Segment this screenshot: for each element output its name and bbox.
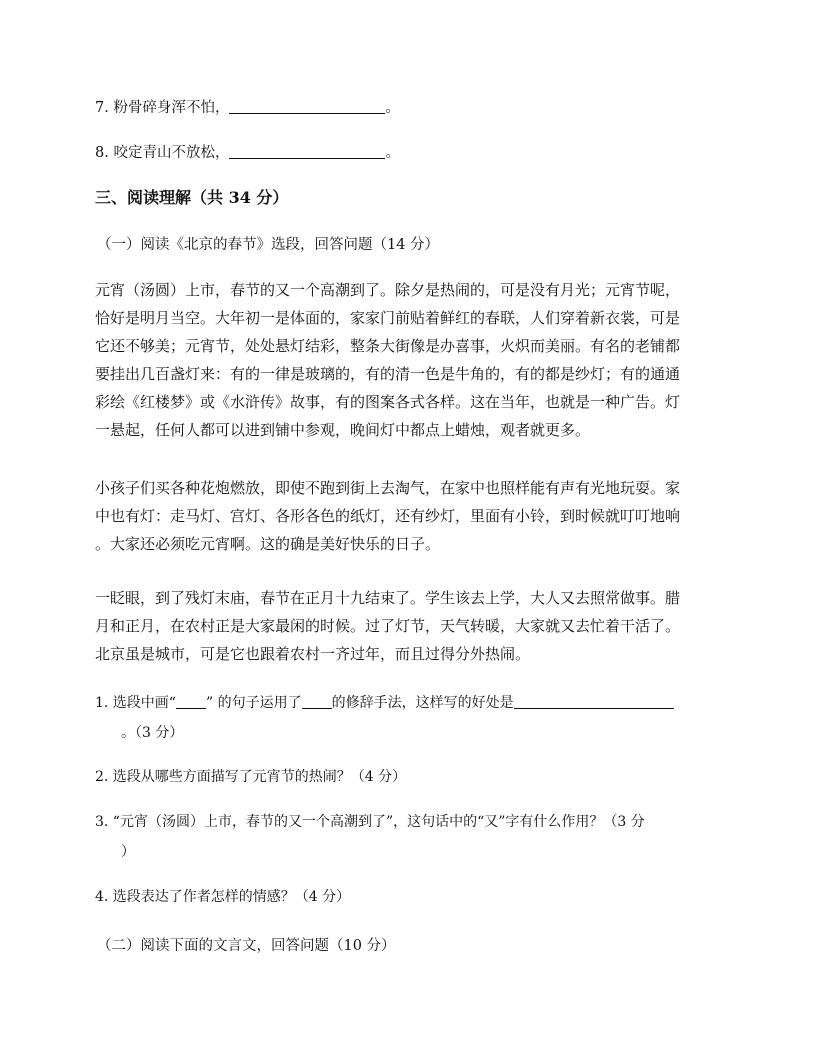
passage-paragraph-1 <box>95 276 720 444</box>
passage-line: 彩绘《红楼梦》或《水浒传》故事，有的图案各式各样。这在当年，也就是一种广告。灯 <box>95 393 681 411</box>
question-1-text: 1. 选段中画“ <box>95 695 176 711</box>
question-8-end: 。 <box>385 145 400 161</box>
passage-line: 北京虽是城市，可是它也跟着农村一齐过年，而且过得分外热闹。 <box>95 645 531 663</box>
part-2-heading: （二）阅读下面的文言文，回答问题（10 分） <box>97 938 396 954</box>
passage-line: 一悬起，任何人都可以进到铺中参观，晚间灯中都点上蜡烛，观者就更多。 <box>95 421 591 439</box>
passage-line: 元宵（汤圆）上市，春节的又一个高潮到了。除夕是热闹的，可是没有月光；元宵节呢， <box>95 281 681 299</box>
question-2: 2. 选段从哪些方面描写了元宵节的热闹？（4 分） <box>95 769 407 785</box>
passage-line: 一眨眼，到了残灯末庙，春节在正月十九结束了。学生该去上学，大人又去照常做事。腊 <box>95 589 681 607</box>
question-3 <box>95 807 720 867</box>
question-8-text: 8. 咬定青山不放松， <box>95 145 230 161</box>
passage-line: 。大家还必须吃元宵啊。这的确是美好快乐的日子。 <box>95 535 441 553</box>
passage-line: 恰好是明月当空。大年初一是体面的，家家门前贴着鲜红的春联，人们穿着新衣裳，可是 <box>95 309 681 327</box>
question-1-text: ” 的句子运用了 <box>205 695 302 711</box>
question-3-line-2: ） <box>121 844 135 860</box>
question-1 <box>95 688 720 748</box>
question-8 <box>95 141 400 162</box>
question-3-line-1: 3. “元宵（汤圆）上市，春节的又一个高潮到了”，这句话中的“又”字有什么作用？（3 分 <box>95 814 645 830</box>
passage-line: 它还不够美；元宵节，处处悬灯结彩，整条大街像是办喜事，火炽而美丽。有名的老铺都 <box>95 337 681 355</box>
answer-blank[interactable] <box>302 694 332 709</box>
question-7-end: 。 <box>385 100 400 116</box>
passage-paragraph-3 <box>95 584 720 668</box>
question-1-text: 的修辞手法，这样写的好处是 <box>331 695 514 711</box>
passage-line: 要挂出几百盏灯来：有的一律是玻璃的，有的清一色是牛角的，有的都是纱灯；有的通通 <box>95 365 681 383</box>
part-1-heading: （一）阅读《北京的春节》选段，回答问题（14 分） <box>97 237 440 253</box>
passage-paragraph-2 <box>95 474 720 558</box>
question-1-score: 。（3 分） <box>121 725 184 741</box>
answer-blank[interactable] <box>514 694 674 709</box>
question-7 <box>95 96 400 117</box>
passage-line: 小孩子们买各种花炮燃放，即使不跑到街上去淘气，在家中也照样能有声有光地玩耍。家 <box>95 479 681 497</box>
passage-line: 月和正月，在农村正是大家最闲的时候。过了灯节，天气转暖，大家就又去忙着干活了。 <box>95 617 681 635</box>
answer-blank[interactable] <box>176 694 206 709</box>
passage-line: 中也有灯：走马灯、宫灯、各形各色的纸灯，还有纱灯，里面有小铃，到时候就叮叮地响 <box>95 507 681 525</box>
answer-blank[interactable] <box>229 144 385 159</box>
answer-blank[interactable] <box>229 99 385 114</box>
question-7-text: 7. 粉骨碎身浑不怕， <box>95 100 230 116</box>
section-heading-reading: 三、阅读理解（共 34 分） <box>95 188 289 207</box>
question-4: 4. 选段表达了作者怎样的情感？（4 分） <box>95 889 351 905</box>
